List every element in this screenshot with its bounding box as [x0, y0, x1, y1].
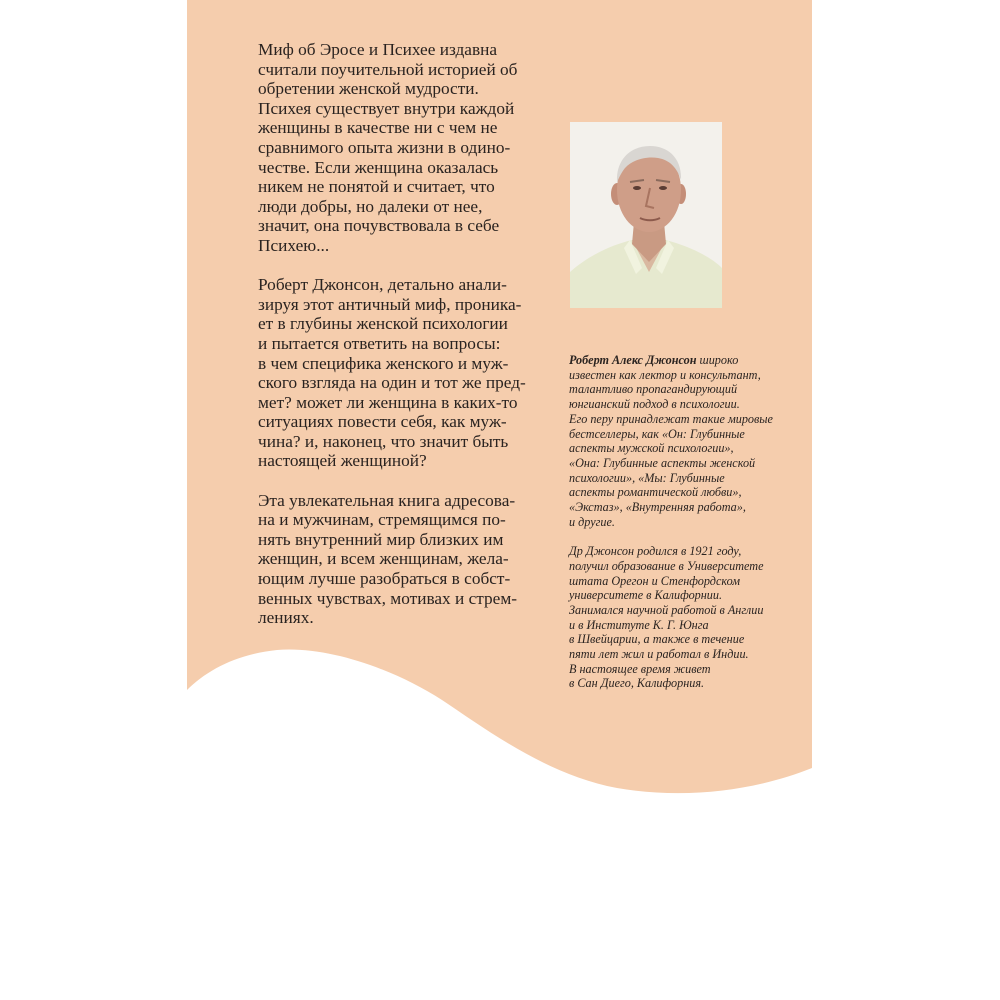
author-photo	[570, 122, 722, 308]
blurb-paragraph-2: Роберт Джонсон, детально анали- зируя этот античный миф, проника- ет в глубины женской психологии и пытается ответить на вопросы: в чем специфика женского и муж- ского взгляда на один и тот же пред- мет? может ли женщина в каких-то ситуациях повести себя, как муж- чина? и, наконец, что значит быть настоящей женщиной?	[258, 275, 526, 471]
author-name: Роберт Алекс Джонсон	[569, 353, 697, 367]
author-bio	[569, 353, 794, 706]
bio-paragraph-1	[569, 353, 794, 529]
author-portrait-icon	[570, 122, 722, 308]
blurb-paragraph-3: Эта увлекательная книга адресова- на и мужчинам, стремящимся по- нять внутренний мир близких им женщин, и всем женщинам, жела- ющим лучше разобраться в собст- венных чувствах, мотивах и стрем- лениях.	[258, 490, 518, 628]
bio-paragraph-1-text: широко известен как лектор и консультант, талантливо пропагандирующий юнгианский подход в психологии. Его перу принадлежат такие мировые бестселлеры, как «Он: Глубинные аспекты мужской психологии», «Она: Глубинные аспекты женской психологии», «Мы: Глубинные аспекты романтической любви», «Экстаз», «Внутренняя работа», и другие.	[569, 353, 773, 529]
blurb-paragraph-1: Миф об Эросе и Психее издавна считали поучительной историей об обретении женской мудрости. Психея существует внутри каждой женщины в качестве ни с чем не сравнимого опыта жизни в одино- честве. Если женщина оказалась никем не понятой и считает, что люди добры, но далеки от нее, значит, она почувствовала в себе Психею...	[258, 40, 518, 255]
cover-blurb	[258, 40, 540, 647]
book-back-cover	[187, 0, 812, 830]
bio-paragraph-2: Др Джонсон родился в 1921 году, получил образование в Университете штата Орегон и Стенфордском университете в Калифорнии. Занимался научной работой в Англии и в Институте К. Г. Юнга в Швейцарии, а также в течение пяти лет жил и работал в Индии. В настоящее время живет в Сан Диего, Калифорния.	[569, 544, 764, 691]
